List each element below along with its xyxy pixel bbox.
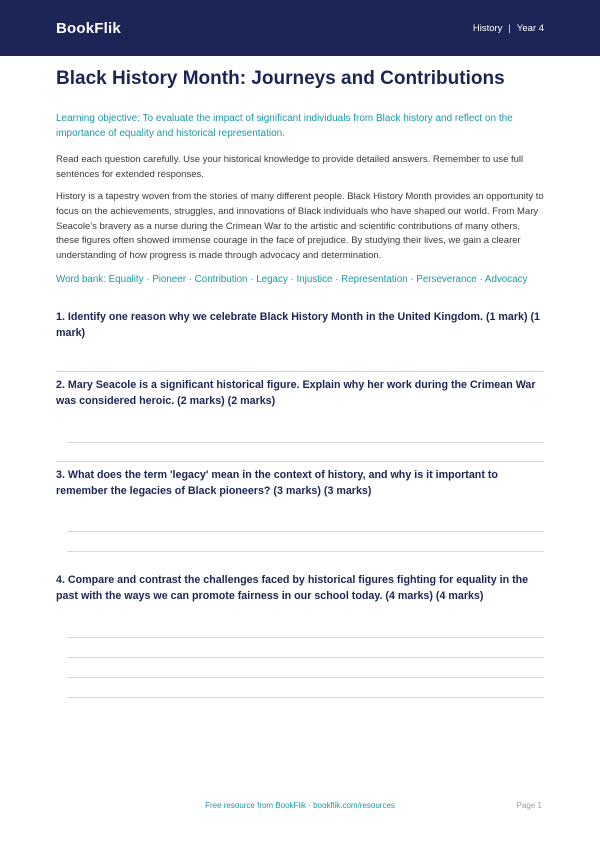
answer-line[interactable]	[67, 697, 544, 698]
word-bank: Word bank: Equality · Pioneer · Contribution · Legacy · Injustice · Representation · Perseverance · Advocacy	[56, 273, 528, 285]
answer-line[interactable]	[67, 657, 544, 658]
question-2-block	[56, 371, 544, 409]
intro-paragraph: History is a tapestry woven from the stories of many different people. Black History Month provides an opportunity to focus on the achievements, struggles, and innovations of Black individuals who have shaped our world. From Mary Seacole's bravery as a nurse during the Crimean War to the artistic and scientific contributions of many others, these figures often showed immense courage in the face of prejudice. By studying their lives, we gain a clearer understanding of how progress is made through advocacy and determination.	[56, 191, 544, 262]
question-3-block	[56, 461, 544, 499]
question-2: 2. Mary Seacole is a significant historical figure. Explain why her work during the Crimean War was considered heroic. (2 marks) (2 marks)	[56, 378, 536, 407]
answer-line[interactable]	[67, 551, 544, 552]
answer-line[interactable]	[67, 637, 544, 638]
answer-line[interactable]	[67, 442, 544, 443]
year-label: Year 4	[516, 22, 544, 34]
page-number: Page 1	[516, 801, 542, 810]
answer-line[interactable]	[67, 531, 544, 532]
question-3: 3. What does the term 'legacy' mean in the context of history, and why is it important to remember the legacies of Black pioneers? (3 marks) (3 marks)	[56, 468, 498, 497]
instructions: Read each question carefully. Use your historical knowledge to provide detailed answers. Remember to use full sentences for extended responses.	[56, 153, 524, 180]
brand-logo: BookFlik	[56, 19, 121, 37]
answer-line[interactable]	[67, 677, 544, 678]
page-title: Black History Month: Journeys and Contributions	[56, 68, 505, 89]
subject-label: History	[472, 22, 503, 34]
subject-year-label	[473, 23, 544, 34]
question-1: 1. Identify one reason why we celebrate Black History Month in the United Kingdom. (1 mark) (1 mark)	[56, 310, 541, 339]
page-header	[0, 0, 600, 56]
footer-credit: Free resource from BookFlik · bookflik.com/resources	[205, 801, 395, 810]
learning-objective: Learning objective: To evaluate the impact of significant individuals from Black history and reflect on the importance of equality and historical representation.	[56, 112, 513, 139]
worksheet-body	[0, 68, 600, 698]
question-4: 4. Compare and contrast the challenges faced by historical figures fighting for equality in the past with the ways we can promote fairness in our school today. (4 marks) (4 marks)	[56, 573, 529, 602]
meta-separator: |	[508, 22, 511, 34]
